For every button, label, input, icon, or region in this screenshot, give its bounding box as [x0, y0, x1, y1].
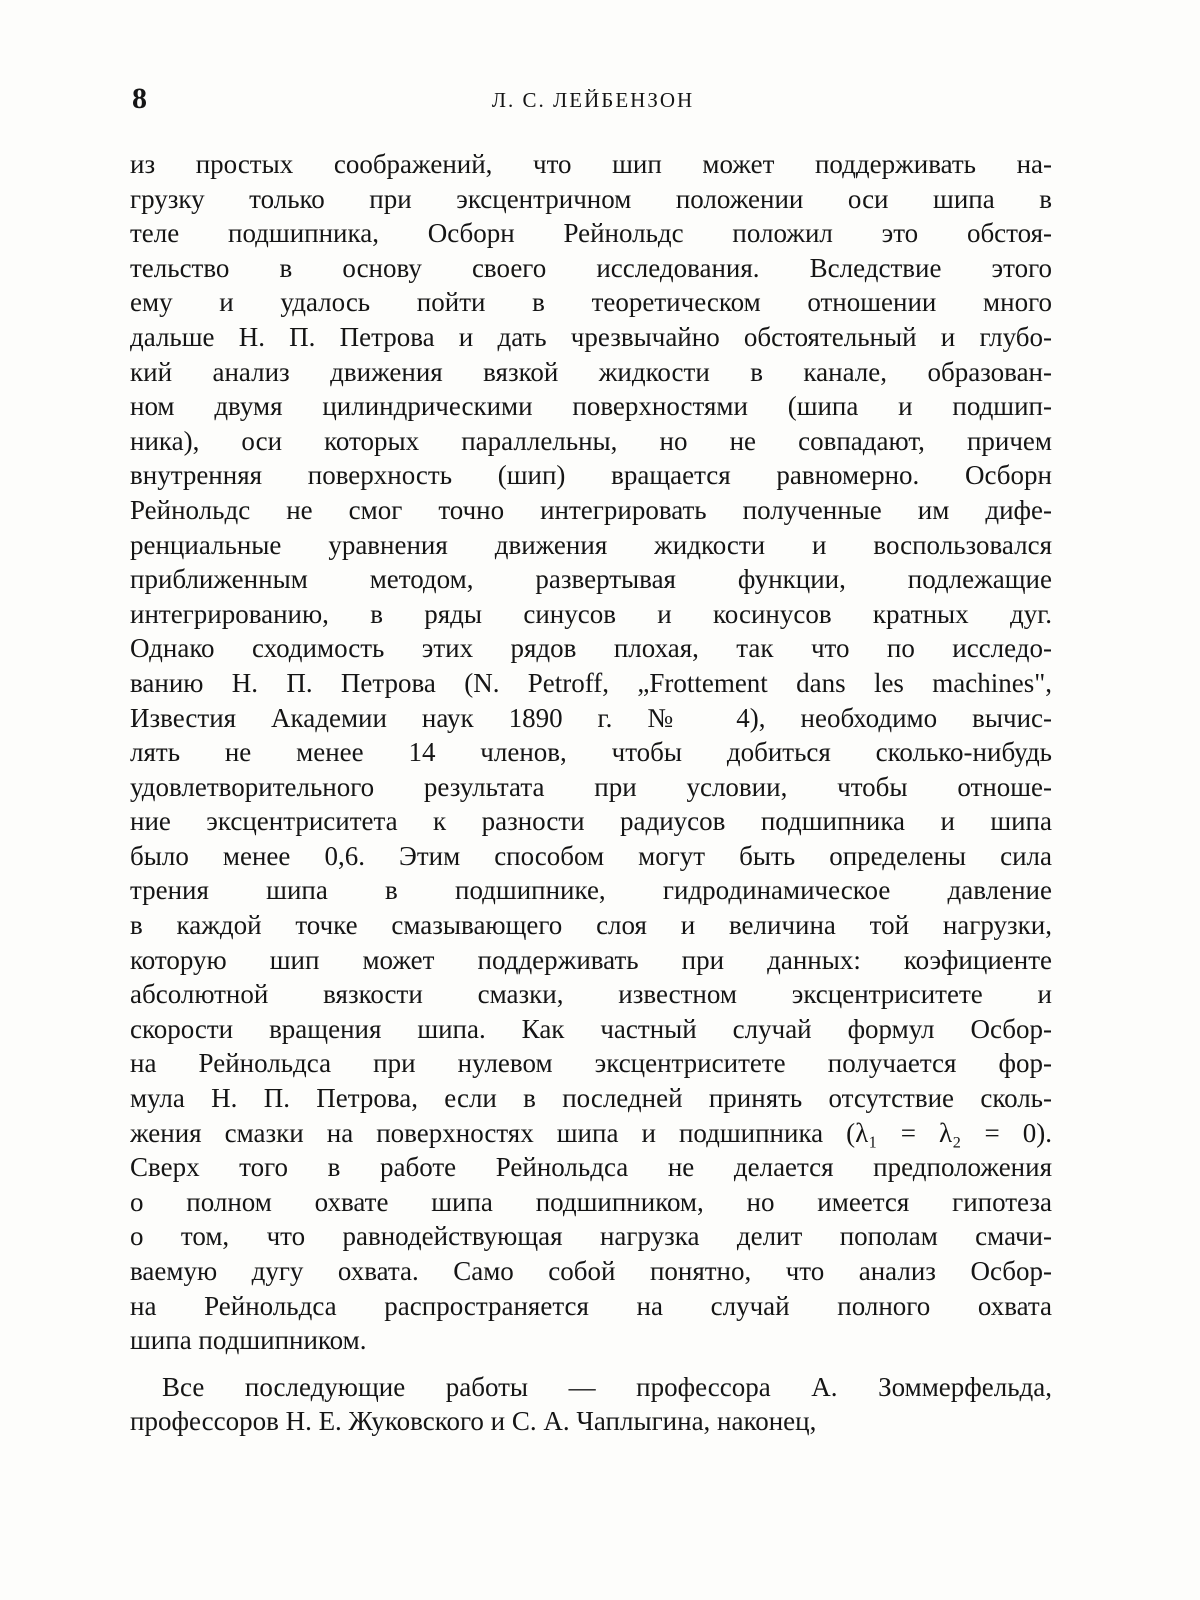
body-text	[130, 147, 1052, 1439]
text-line: лять не менее 14 членов, чтобы добиться сколько-нибудь	[130, 737, 1052, 768]
text-line: из простых соображений, что шип может поддерживать на-	[130, 149, 1052, 179]
text-line: Все последующие работы — профессора А. Зоммерфельда,	[162, 1371, 1052, 1402]
text-line: интегрированию, в ряды синусов и косинусов кратных дуг.	[130, 598, 1052, 629]
text-line: Сверх того в работе Рейнольдса не делается предположения	[130, 1152, 1052, 1183]
text-line: ванию Н. П. Петрова (N. Petroff, „Frottement dans les machines",	[130, 667, 1052, 698]
text-line: грузку только при эксцентричном положении оси шипа в	[130, 183, 1052, 214]
text-line: дальше Н. П. Петрова и дать чрезвычайно обстоятельный и глубо-	[130, 321, 1052, 352]
text-line: скорости вращения шипа. Как частный случай формул Осбор-	[130, 1013, 1052, 1044]
text-line: Рейнольдс не смог точно интегрировать полученные им дифе-	[130, 494, 1052, 525]
running-head	[128, 82, 1058, 122]
text-line: на Рейнольдса распространяется на случай полного охвата	[130, 1290, 1052, 1321]
text-line: Однако сходимость этих рядов плохая, так что по исследо-	[130, 633, 1052, 664]
text-line: на Рейнольдса при нулевом эксцентриситете получается фор-	[130, 1048, 1052, 1079]
text-line: внутренняя поверхность (шип) вращается равномерно. Осборн	[130, 460, 1052, 491]
text-line: о том, что равнодействующая нагрузка делит пополам смачи-	[130, 1221, 1052, 1252]
text-line: приближенным методом, развертывая функции, подлежащие	[130, 564, 1052, 595]
text-line: удовлетворительного результата при условии, чтобы отноше-	[130, 771, 1052, 802]
text-line: мула Н. П. Петрова, если в последней принять отсутствие сколь-	[130, 1083, 1052, 1114]
text-line: теле подшипника, Осборн Рейнольдс положил это обстоя-	[130, 218, 1052, 249]
text-line: ему и удалось пойти в теоретическом отношении много	[130, 287, 1052, 318]
text-line: Известия Академии наук 1890 г. № 4), необходимо вычис-	[130, 702, 1052, 733]
text-line: которую шип может поддерживать при данных: коэфициенте	[130, 944, 1052, 975]
paragraph-gap	[130, 1358, 1052, 1370]
text-line: ном двумя цилиндрическими поверхностями (шипа и подшип-	[130, 391, 1052, 422]
text-line: ника), оси которых параллельны, но не совпадают, причем	[130, 425, 1052, 456]
text-line: профессоров Н. Е. Жуковского и С. А. Чаплыгина, наконец,	[130, 1406, 817, 1437]
text-line: ние эксцентриситета к разности радиусов подшипника и шипа	[130, 806, 1052, 837]
paragraph	[130, 1370, 1052, 1439]
text-line: тельство в основу своего исследования. Вследствие этого	[130, 252, 1052, 283]
page-number: 8	[132, 82, 147, 115]
text-line: кий анализ движения вязкой жидкости в канале, образован-	[130, 356, 1052, 387]
running-head-author: Л. С. ЛЕЙБЕНЗОН	[491, 88, 695, 112]
text-line: было менее 0,6. Этим способом могут быть определены сила	[130, 840, 1052, 871]
text-line: жения смазки на поверхностях шипа и подшипника (λ₁ = λ₂ = 0).	[130, 1117, 1052, 1148]
text-line: ренциальные уравнения движения жидкости и воспользовался	[130, 529, 1052, 560]
text-line: шипа подшипником.	[130, 1325, 367, 1356]
text-line: в каждой точке смазывающего слоя и величина той нагрузки,	[130, 910, 1052, 941]
text-line: ваемую дугу охвата. Само собой понятно, что анализ Осбор-	[130, 1256, 1052, 1286]
text-line: абсолютной вязкости смазки, известном эксцентриситете и	[130, 979, 1052, 1010]
text-line: трения шипа в подшипнике, гидродинамическое давление	[130, 875, 1052, 906]
text-line: о полном охвате шипа подшипником, но имеется гипотеза	[130, 1186, 1052, 1217]
paragraph	[130, 147, 1052, 1358]
